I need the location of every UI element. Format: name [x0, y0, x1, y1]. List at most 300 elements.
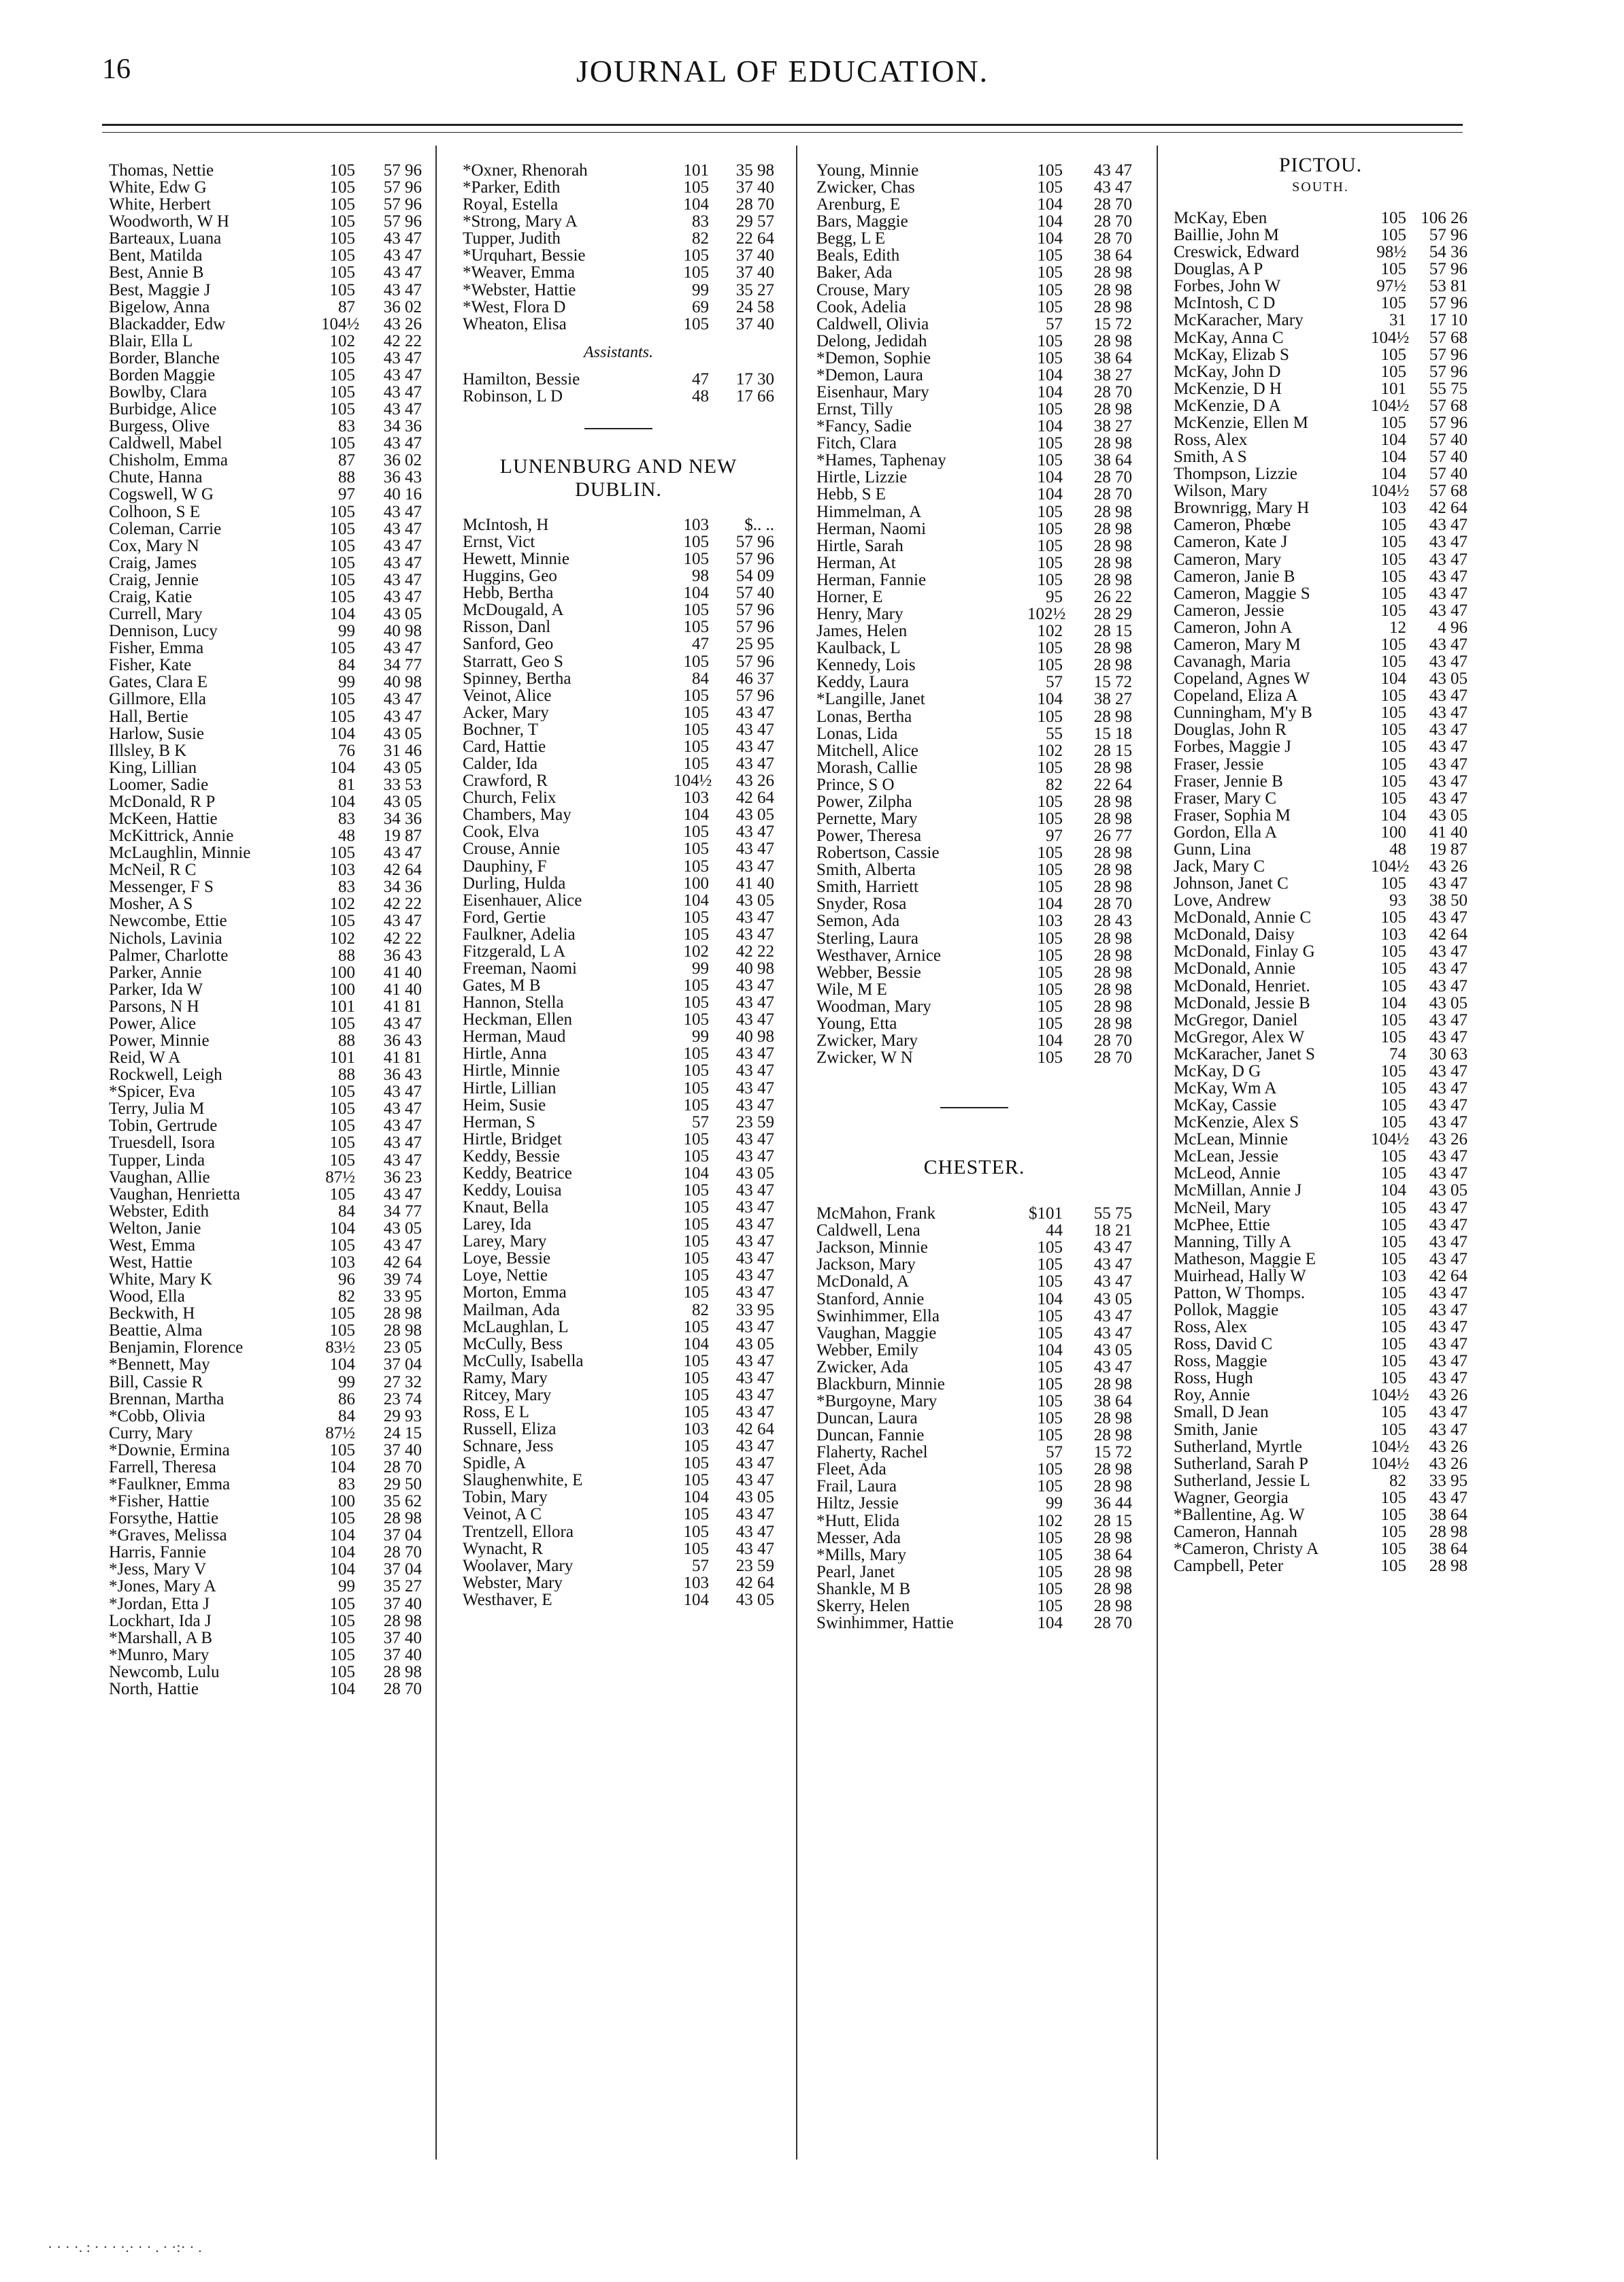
list-item — [109, 469, 422, 486]
teacher-name: Woodman, Mary — [816, 997, 931, 1015]
teacher-name: *Webster, Hattie — [463, 281, 576, 299]
list-item — [816, 486, 1132, 503]
attendance-days: 105 — [329, 1628, 355, 1647]
list-item — [816, 1461, 1132, 1478]
teacher-name: Schnare, Jess — [463, 1438, 554, 1455]
amount: 43 47 — [735, 1454, 774, 1473]
list-item — [463, 1165, 774, 1182]
teacher-name: Keddy, Laura — [816, 674, 909, 691]
amount: 37 40 — [735, 263, 774, 282]
attendance-days: 104 — [683, 584, 709, 603]
list-item — [816, 1410, 1132, 1427]
attendance-days: 83 — [338, 809, 355, 828]
teacher-name: Larey, Mary — [463, 1233, 547, 1251]
teacher-name: Cameron, Kate J — [1174, 533, 1288, 551]
list-item — [1174, 1251, 1468, 1268]
attendance-days: 105 — [683, 1522, 709, 1541]
teacher-name: Lockhart, Ida J — [109, 1612, 212, 1630]
amount: 43 47 — [383, 400, 422, 419]
attendance-days: 101 — [1380, 379, 1406, 398]
amount: 43 47 — [383, 639, 422, 658]
amount: 57 96 — [735, 601, 774, 620]
attendance-days: 103 — [683, 789, 709, 808]
attendance-days: 48 — [338, 827, 355, 846]
list-item — [109, 435, 422, 452]
attendance-days: 105 — [1380, 1113, 1406, 1132]
attendance-days: 57 — [692, 1112, 709, 1131]
list-item — [463, 1557, 774, 1574]
teacher-name: Hirtle, Bridget — [463, 1130, 562, 1148]
attendance-days: 105 — [683, 1010, 709, 1029]
amount: 57 96 — [383, 161, 422, 180]
list-item — [816, 1049, 1132, 1066]
teacher-name: Chisholm, Emma — [109, 452, 228, 469]
amount: 26 22 — [1093, 587, 1132, 606]
teacher-name: Newcomb, Lulu — [109, 1663, 220, 1681]
teacher-name: Forbes, John W — [1174, 278, 1281, 295]
teacher-name: McLaughlan, L — [463, 1318, 569, 1336]
attendance-days: 105 — [1037, 536, 1063, 555]
teacher-name: McKaracher, Janet S — [1174, 1045, 1315, 1063]
attendance-days: 83 — [338, 1475, 355, 1494]
list-item — [109, 1681, 422, 1698]
attendance-days: 105 — [683, 1129, 709, 1148]
attendance-days: 105 — [1037, 1272, 1063, 1291]
amount: 43 47 — [1429, 721, 1468, 740]
list-item — [109, 1664, 422, 1681]
amount: 43 47 — [1429, 584, 1468, 603]
amount: 19 87 — [1429, 840, 1468, 859]
list-item — [1174, 1421, 1468, 1438]
teacher-name: *Urquhart, Bessie — [463, 247, 586, 265]
amount: 43 26 — [383, 314, 422, 333]
attendance-days: 105 — [1037, 1562, 1063, 1581]
amount: 43 47 — [1093, 1238, 1132, 1257]
teacher-name: Zwicker, W N — [816, 1049, 913, 1067]
amount: 106 26 — [1421, 209, 1468, 227]
attendance-days: 105 — [683, 601, 709, 620]
attendance-days: 104 — [1380, 465, 1406, 484]
list-item — [1174, 602, 1468, 619]
attendance-days: 104 — [1380, 1181, 1406, 1200]
attendance-days: 105 — [329, 1117, 355, 1136]
amount: 33 53 — [383, 775, 422, 794]
attendance-days: 105 — [1037, 280, 1063, 299]
attendance-days: 105 — [1037, 946, 1063, 965]
amount: 57 40 — [1429, 431, 1468, 450]
teacher-name: *Demon, Laura — [816, 366, 923, 384]
teacher-name: Knaut, Bella — [463, 1199, 549, 1217]
teacher-name: James, Helen — [816, 623, 908, 640]
list-item — [109, 1561, 422, 1578]
list-item — [816, 1015, 1132, 1032]
attendance-days: 104½ — [1371, 396, 1410, 415]
teacher-name: Fitzgerald, L A — [463, 942, 566, 960]
teacher-name: Webber, Emily — [816, 1341, 918, 1359]
attendance-days: 105 — [1380, 1403, 1406, 1422]
amount: 43 47 — [735, 1522, 774, 1541]
list-item — [1174, 278, 1468, 295]
attendance-days: 105 — [1037, 1323, 1063, 1342]
amount: 43 26 — [735, 772, 774, 791]
attendance-days: 86 — [338, 1389, 355, 1408]
attendance-days: 105 — [329, 536, 355, 555]
attendance-days: 104 — [1037, 468, 1063, 487]
list-item — [463, 1148, 774, 1165]
amount: 40 16 — [383, 485, 422, 504]
list-item — [1174, 1353, 1468, 1370]
amount: 43 47 — [1429, 1369, 1468, 1388]
teacher-name: Gordon, Ella A — [1174, 823, 1278, 841]
teacher-name: Ford, Gertie — [463, 908, 546, 926]
list-item — [109, 998, 422, 1015]
teacher-name: McLean, Minnie — [1174, 1131, 1289, 1148]
attendance-days: 104 — [1037, 1614, 1063, 1633]
attendance-days: 105 — [329, 365, 355, 384]
teacher-name: McGregor, Alex W — [1174, 1028, 1305, 1046]
teacher-name: Fraser, Jessie — [1174, 755, 1264, 773]
teacher-name: McLeod, Annie — [1174, 1165, 1280, 1183]
amount: 43 47 — [1429, 942, 1468, 961]
amount: 22 64 — [735, 229, 774, 248]
list-item — [463, 601, 774, 618]
list-item — [109, 264, 422, 281]
attendance-days: 99 — [692, 280, 709, 299]
teacher-list — [463, 162, 774, 333]
attendance-days: 103 — [1380, 925, 1406, 944]
list-item — [109, 1322, 422, 1339]
attendance-days: 93 — [1389, 891, 1406, 910]
attendance-days: 105 — [329, 434, 355, 453]
amount: 28 98 — [383, 1509, 422, 1528]
list-item — [816, 759, 1132, 776]
list-item — [109, 247, 422, 264]
list-item — [463, 550, 774, 567]
teacher-name: McLaughlin, Minnie — [109, 844, 251, 862]
attendance-days: 102 — [329, 895, 355, 914]
teacher-name: Reid, W A — [109, 1049, 181, 1067]
list-item — [109, 981, 422, 998]
amount: 17 66 — [735, 386, 774, 406]
teacher-name: Messer, Ada — [816, 1529, 901, 1547]
amount: 37 40 — [383, 1628, 422, 1647]
attendance-days: 104 — [329, 1219, 355, 1238]
amount: 43 47 — [383, 587, 422, 606]
amount: 38 64 — [1093, 246, 1132, 265]
amount: 43 47 — [1429, 1232, 1468, 1251]
list-item — [463, 179, 774, 196]
teacher-name: *Bennett, May — [109, 1356, 210, 1374]
amount: 43 05 — [735, 806, 774, 825]
attendance-days: 104 — [1037, 365, 1063, 384]
amount: 38 64 — [1093, 451, 1132, 470]
teacher-name: Chute, Hanna — [109, 469, 203, 486]
teacher-name: Wile, M E — [816, 980, 887, 998]
attendance-days: 105 — [683, 1198, 709, 1217]
attendance-days: 98½ — [1376, 243, 1406, 262]
list-item — [463, 721, 774, 738]
list-item — [1174, 943, 1468, 960]
list-item — [109, 1527, 422, 1544]
list-item — [1174, 807, 1468, 824]
section-heading: CHESTER. — [923, 1156, 1025, 1179]
amount: 57 96 — [735, 618, 774, 637]
list-item — [109, 1578, 422, 1595]
section-divider — [940, 1107, 1008, 1108]
list-item — [109, 1134, 422, 1151]
teacher-name: Smith, Janie — [1174, 1421, 1258, 1438]
amount: 43 47 — [1429, 516, 1468, 535]
list-item — [1174, 551, 1468, 568]
attendance-days: 105 — [683, 1061, 709, 1080]
amount: 28 98 — [1093, 519, 1132, 538]
list-item — [816, 452, 1132, 469]
teacher-name: Zwicker, Ada — [816, 1358, 909, 1376]
teacher-name: Sutherland, Jessie L — [1174, 1472, 1310, 1489]
teacher-name: *Ballentine, Ag. W — [1174, 1506, 1305, 1524]
attendance-days: 105 — [1037, 1528, 1063, 1547]
list-item — [463, 316, 774, 333]
attendance-days: 99 — [338, 622, 355, 641]
teacher-name: Hewett, Minnie — [463, 550, 569, 568]
attendance-days: 104 — [1380, 993, 1406, 1012]
attendance-days: 105 — [683, 976, 709, 995]
list-item — [1174, 978, 1468, 995]
attendance-days: 105 — [1037, 980, 1063, 999]
list-item — [109, 1254, 422, 1271]
amount: 43 47 — [1093, 161, 1132, 180]
attendance-days: 105 — [1380, 959, 1406, 978]
attendance-days: 105 — [1037, 519, 1063, 538]
list-item — [109, 1117, 422, 1134]
teacher-name: Jack, Mary C — [1174, 857, 1265, 876]
attendance-days: 105 — [1380, 874, 1406, 893]
list-item — [463, 1489, 774, 1506]
teacher-name: *Oxner, Rhenorah — [463, 162, 588, 180]
teacher-name: *West, Flora D — [463, 298, 566, 316]
list-item — [109, 1100, 422, 1117]
teacher-name: *Downie, Ermina — [109, 1441, 230, 1459]
list-item — [1174, 1438, 1468, 1455]
list-item — [109, 1630, 422, 1647]
attendance-days: 57 — [692, 1556, 709, 1575]
amount: 36 02 — [383, 451, 422, 470]
list-item — [109, 367, 422, 384]
attendance-days: 104½ — [1371, 482, 1410, 501]
amount: 28 70 — [1093, 212, 1132, 231]
list-item — [109, 282, 422, 299]
amount: 42 64 — [383, 1253, 422, 1272]
amount: 43 47 — [735, 840, 774, 859]
attendance-days: 99 — [338, 673, 355, 692]
attendance-days: 105 — [1380, 1096, 1406, 1115]
attendance-days: 82 — [692, 1300, 709, 1319]
teacher-name: Mitchell, Alice — [816, 742, 918, 759]
amount: 28 98 — [1093, 263, 1132, 282]
attendance-days: 105 — [329, 1645, 355, 1664]
attendance-days: 105 — [683, 1454, 709, 1473]
amount: 43 47 — [1429, 1352, 1468, 1371]
list-item — [463, 371, 774, 388]
amount: 43 47 — [1429, 772, 1468, 791]
amount: 42 22 — [383, 929, 422, 948]
teacher-name: Newcombe, Ettie — [109, 912, 227, 930]
amount: 43 47 — [735, 1129, 774, 1148]
list-item — [1174, 1387, 1468, 1404]
amount: 36 43 — [383, 946, 422, 965]
list-item — [109, 162, 422, 179]
attendance-days: 105 — [329, 178, 355, 197]
attendance-days: 104 — [329, 1543, 355, 1562]
teacher-name: Gillmore, Ella — [109, 691, 207, 708]
teacher-name: Sanford, Geo — [463, 635, 554, 653]
list-item — [1174, 738, 1468, 755]
attendance-days: 102 — [1037, 622, 1063, 641]
teacher-name: Bent, Matilda — [109, 247, 203, 265]
teacher-name: Craig, James — [109, 554, 197, 572]
amount: 43 05 — [383, 758, 422, 777]
list-item — [816, 589, 1132, 606]
amount: 43 47 — [383, 434, 422, 453]
teacher-name: McIntosh, H — [463, 516, 549, 534]
list-item — [816, 998, 1132, 1015]
teacher-name: Burbidge, Alice — [109, 401, 217, 418]
list-item — [1174, 1455, 1468, 1472]
teacher-name: Muirhead, Hally W — [1174, 1267, 1306, 1285]
list-item — [816, 708, 1132, 725]
list-item — [1174, 482, 1468, 499]
teacher-name: Woodworth, W H — [109, 213, 229, 231]
teacher-name: Cameron, Mary M — [1174, 635, 1301, 654]
teacher-name: Patton, W Thomps. — [1174, 1284, 1306, 1302]
list-item — [463, 1114, 774, 1131]
teacher-name: McMahon, Frank — [816, 1205, 935, 1223]
attendance-days: 82 — [1046, 775, 1063, 794]
amount: 22 64 — [1093, 775, 1132, 794]
list-item — [816, 418, 1132, 435]
teacher-name: Sutherland, Myrtle — [1174, 1438, 1302, 1455]
amount: 57 96 — [735, 686, 774, 705]
amount: 26 77 — [1093, 827, 1132, 846]
amount: 43 47 — [383, 553, 422, 572]
list-item — [109, 1220, 422, 1237]
list-item — [109, 793, 422, 810]
amount: 53 81 — [1429, 277, 1468, 296]
amount: 43 47 — [735, 1385, 774, 1404]
amount: 57 96 — [735, 533, 774, 552]
attendance-days: 105 — [329, 1440, 355, 1459]
attendance-days: 105 — [1037, 434, 1063, 453]
list-item — [109, 1169, 422, 1186]
attendance-days: 104 — [683, 891, 709, 910]
amount: 43 47 — [735, 737, 774, 756]
amount: 36 02 — [383, 297, 422, 316]
attendance-days: 105 — [683, 1471, 709, 1490]
amount: 36 23 — [383, 1168, 422, 1187]
attendance-days: 105 — [1037, 178, 1063, 197]
attendance-days: 105 — [683, 720, 709, 739]
teacher-name: Bigelow, Anna — [109, 298, 210, 316]
list-item — [1174, 892, 1468, 909]
teacher-name: Beckwith, H — [109, 1305, 195, 1323]
teacher-name: Trentzell, Ellora — [463, 1523, 574, 1540]
attendance-days: 102 — [329, 331, 355, 350]
list-item — [463, 1182, 774, 1199]
teacher-name: McKenzie, D A — [1174, 397, 1281, 414]
attendance-days: 105 — [683, 857, 709, 876]
list-item — [816, 1205, 1132, 1222]
amount: 42 22 — [383, 895, 422, 914]
list-item — [816, 947, 1132, 964]
list-item — [463, 230, 774, 247]
list-item — [109, 623, 422, 640]
teacher-name: Best, Annie B — [109, 264, 204, 282]
list-item — [109, 1613, 422, 1630]
list-item — [1174, 670, 1468, 687]
amount: 43 47 — [1429, 533, 1468, 552]
teacher-name: Kennedy, Lois — [816, 657, 916, 674]
list-item — [463, 960, 774, 977]
attendance-days: 69 — [692, 297, 709, 316]
teacher-name: Hamilton, Bessie — [463, 370, 580, 388]
attendance-days: 105 — [329, 1134, 355, 1153]
attendance-days: 105 — [1380, 772, 1406, 791]
attendance-days: 105 — [683, 178, 709, 197]
list-item — [463, 1302, 774, 1319]
amount: 28 70 — [1093, 895, 1132, 914]
amount: 42 64 — [1429, 1266, 1468, 1285]
attendance-days: 100 — [329, 980, 355, 999]
attendance-days: 105 — [1380, 1540, 1406, 1559]
list-item — [816, 1222, 1132, 1239]
amount: 43 47 — [383, 1151, 422, 1170]
attendance-days: 105 — [683, 1403, 709, 1421]
teacher-name: Cameron, Phœbe — [1174, 516, 1291, 534]
amount: 37 40 — [735, 314, 774, 333]
attendance-days: 104 — [329, 1526, 355, 1545]
attendance-days: 104½ — [1371, 328, 1410, 347]
amount: 43 47 — [383, 570, 422, 589]
teacher-name: Loye, Bessie — [463, 1250, 551, 1268]
amount: 37 04 — [383, 1560, 422, 1579]
column-3 — [816, 162, 1132, 1632]
attendance-days: 104 — [329, 1560, 355, 1579]
list-item — [1174, 329, 1468, 346]
teacher-name: Gates, Clara E — [109, 674, 208, 691]
list-item — [463, 1404, 774, 1421]
list-item — [816, 333, 1132, 350]
list-item — [816, 282, 1132, 299]
teacher-name: Parker, Ida W — [109, 980, 203, 998]
attendance-days: 83½ — [325, 1338, 355, 1357]
amount: 40 98 — [383, 622, 422, 641]
amount: 57 96 — [1429, 345, 1468, 364]
list-item — [109, 1374, 422, 1391]
amount: 42 22 — [735, 942, 774, 961]
attendance-days: 105 — [1037, 1306, 1063, 1325]
teacher-name: Smith, Harriett — [816, 878, 918, 896]
teacher-name: Calder, Ida — [463, 755, 538, 773]
teacher-name: McKay, Cassie — [1174, 1097, 1277, 1114]
section-subheading: Assistants. — [583, 343, 654, 361]
teacher-name: Copeland, Agnes W — [1174, 670, 1310, 688]
teacher-name: *Faulkner, Emma — [109, 1476, 231, 1493]
list-item — [816, 1308, 1132, 1325]
attendance-days: 105 — [1380, 567, 1406, 586]
amount: 28 98 — [1093, 929, 1132, 948]
attendance-days: 95 — [1046, 587, 1063, 606]
list-item — [109, 930, 422, 947]
